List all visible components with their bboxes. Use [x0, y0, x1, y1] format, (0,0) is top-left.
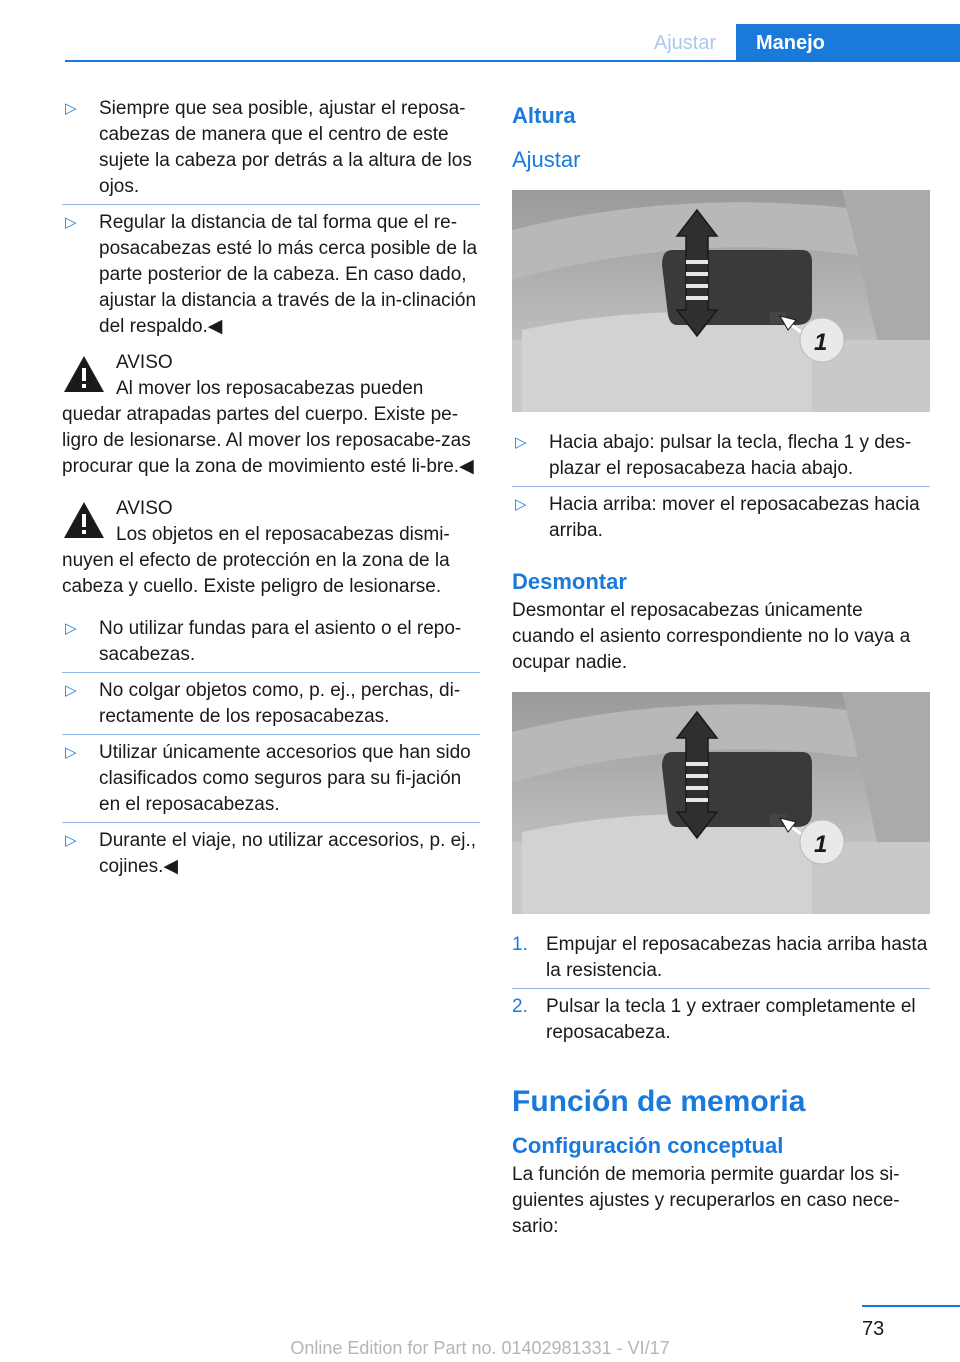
list-item	[512, 994, 930, 1046]
section-heading-desmontar: Desmontar	[512, 569, 627, 594]
warning-title: AVISO	[116, 498, 173, 519]
triangle-bullet-icon: ▷	[65, 832, 77, 849]
header-rule	[65, 60, 960, 62]
warning-box	[62, 350, 480, 480]
headrest-removal-illustration	[512, 692, 930, 914]
triangle-bullet-icon: ▷	[515, 496, 527, 513]
list-item	[62, 678, 480, 730]
list-item-text: Utilizar únicamente accesorios que han sido clasificados como seguros para su fi‐jación en el reposacabezas.	[99, 742, 471, 815]
section-tab-ajustar[interactable]: Ajustar	[653, 32, 717, 54]
section-heading-altura: Altura	[512, 103, 576, 128]
triangle-bullet-icon: ▷	[65, 100, 77, 117]
list-item	[62, 740, 480, 818]
headrest-adjust-illustration	[512, 190, 930, 412]
warning-text: Los objetos en el reposacabezas dismi‐ nuyen el efecto de protección en la zona de la cabeza y cuello. Existe peligro de lesionarse.	[62, 524, 450, 597]
callout-label: 1	[814, 831, 828, 858]
list-item	[62, 210, 480, 340]
triangle-bullet-icon: ▷	[515, 434, 527, 451]
triangle-bullet-icon: ▷	[65, 744, 77, 761]
warning-icon	[62, 354, 106, 394]
step-number: 2.	[512, 996, 528, 1017]
warning-icon	[62, 500, 106, 540]
list-item-text: Pulsar la tecla 1 y extraer completamente el reposacabeza.	[546, 996, 916, 1043]
list-item-text: Durante el viaje, no utilizar accesorios, p. ej., cojines.◀	[99, 830, 477, 877]
list-item	[62, 96, 480, 200]
list-item	[62, 616, 480, 668]
paragraph: La función de memoria permite guardar los si‐guientes ajustes y recuperarlos en caso nece‐sario:	[512, 1164, 900, 1237]
list-item-text: Regular la distancia de tal forma que el re‐posacabezas esté lo más cerca posible de la parte posterior de la cabeza. En caso dado, ajustar la distancia a través de la in‐clinación del respaldo.◀	[99, 212, 478, 337]
warning-text: Al mover los reposacabezas pueden quedar atrapadas partes del cuerpo. Existe pe‐ligro de lesionarse. Al mover los reposacabe‐zas procurar que la zona de movimiento esté li‐bre.◀	[62, 378, 474, 477]
triangle-bullet-icon: ▷	[65, 682, 77, 699]
subheading-config: Configuración conceptual	[512, 1133, 784, 1158]
footer-edition: Online Edition for Part no. 01402981331 - VI/17	[290, 1338, 670, 1358]
paragraph: Desmontar el reposacabezas únicamente cuando el asiento correspondiente no lo vaya a ocupar nadie.	[512, 600, 911, 673]
list-item-text: Hacia abajo: pulsar la tecla, flecha 1 y des‐plazar el reposacabeza hacia abajo.	[549, 432, 912, 479]
footer-rule	[862, 1305, 960, 1307]
section-tab-manejo[interactable]: Manejo	[736, 24, 960, 62]
warning-box	[62, 496, 480, 600]
list-item-text: Empujar el reposacabezas hacia arriba hasta la resistencia.	[546, 934, 928, 981]
step-number: 1.	[512, 934, 528, 955]
page-number: 73	[862, 1318, 885, 1340]
triangle-bullet-icon: ▷	[65, 620, 77, 637]
section-heading-memoria: Función de memoria	[512, 1085, 806, 1118]
list-item	[62, 828, 480, 880]
list-item	[512, 932, 930, 984]
list-item-text: Hacia arriba: mover el reposacabezas hacia arriba.	[549, 494, 920, 541]
list-item	[512, 492, 930, 544]
triangle-bullet-icon: ▷	[65, 214, 77, 231]
list-item-text: No utilizar fundas para el asiento o el repo‐sacabezas.	[99, 618, 462, 665]
list-item-text: Siempre que sea posible, ajustar el reposa‐cabezas de manera que el centro de este sujete la cabeza por detrás a la altura de los ojos.	[99, 98, 472, 197]
left-column	[62, 96, 480, 890]
list-item-text: No colgar objetos como, p. ej., perchas, di‐rectamente de los reposacabezas.	[99, 680, 461, 727]
right-column	[512, 96, 930, 1252]
callout-label: 1	[814, 329, 828, 356]
list-item	[512, 430, 930, 482]
warning-title: AVISO	[116, 352, 173, 373]
subheading-ajustar: Ajustar	[512, 147, 581, 172]
